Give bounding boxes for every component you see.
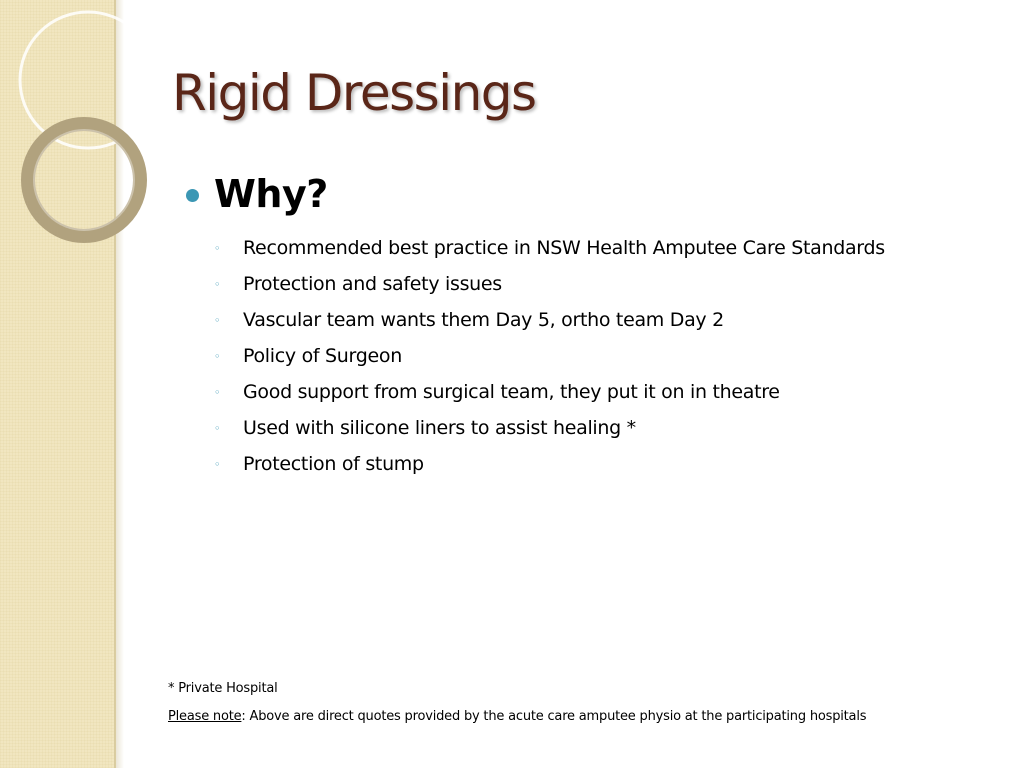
list-item-text: Used with silicone liners to assist healing * xyxy=(243,417,636,439)
list-item-text: Recommended best practice in NSW Health Amputee Care Standards xyxy=(243,237,885,259)
gold-ring xyxy=(28,124,140,236)
list-item xyxy=(214,230,885,266)
list-item xyxy=(214,266,885,302)
list-item xyxy=(214,302,885,338)
note-text: : Above are direct quotes provided by the acute care amputee physio at the participating hospitals xyxy=(241,709,867,724)
main-bullet-text: Why? xyxy=(214,172,328,216)
ring-bullet-icon: ◦ xyxy=(214,349,221,363)
slide-title: Rigid Dressings xyxy=(172,64,536,122)
list-item xyxy=(214,446,885,482)
decorative-rings xyxy=(0,0,160,300)
list-item-text: Good support from surgical team, they put it on in theatre xyxy=(243,381,780,403)
list-item-text: Policy of Surgeon xyxy=(243,345,402,367)
list-item-text: Vascular team wants them Day 5, ortho team Day 2 xyxy=(243,309,724,331)
main-bullet xyxy=(186,172,328,216)
note-label: Please note xyxy=(168,709,242,724)
ring-bullet-icon: ◦ xyxy=(214,313,221,327)
list-item xyxy=(214,338,885,374)
sub-bullet-list xyxy=(214,230,885,482)
footnote: * Private Hospital xyxy=(168,681,278,696)
ring-bullet-icon: ◦ xyxy=(214,421,221,435)
ring-bullet-icon: ◦ xyxy=(214,457,221,471)
list-item-text: Protection and safety issues xyxy=(243,273,502,295)
list-item-text: Protection of stump xyxy=(243,453,424,475)
ring-bullet-icon: ◦ xyxy=(214,277,221,291)
bullet-dot-icon xyxy=(186,189,199,202)
disclaimer-note xyxy=(168,709,866,724)
list-item xyxy=(214,410,885,446)
gold-ring-highlight xyxy=(34,130,134,230)
list-item xyxy=(214,374,885,410)
ring-bullet-icon: ◦ xyxy=(214,385,221,399)
ring-bullet-icon: ◦ xyxy=(214,241,221,255)
